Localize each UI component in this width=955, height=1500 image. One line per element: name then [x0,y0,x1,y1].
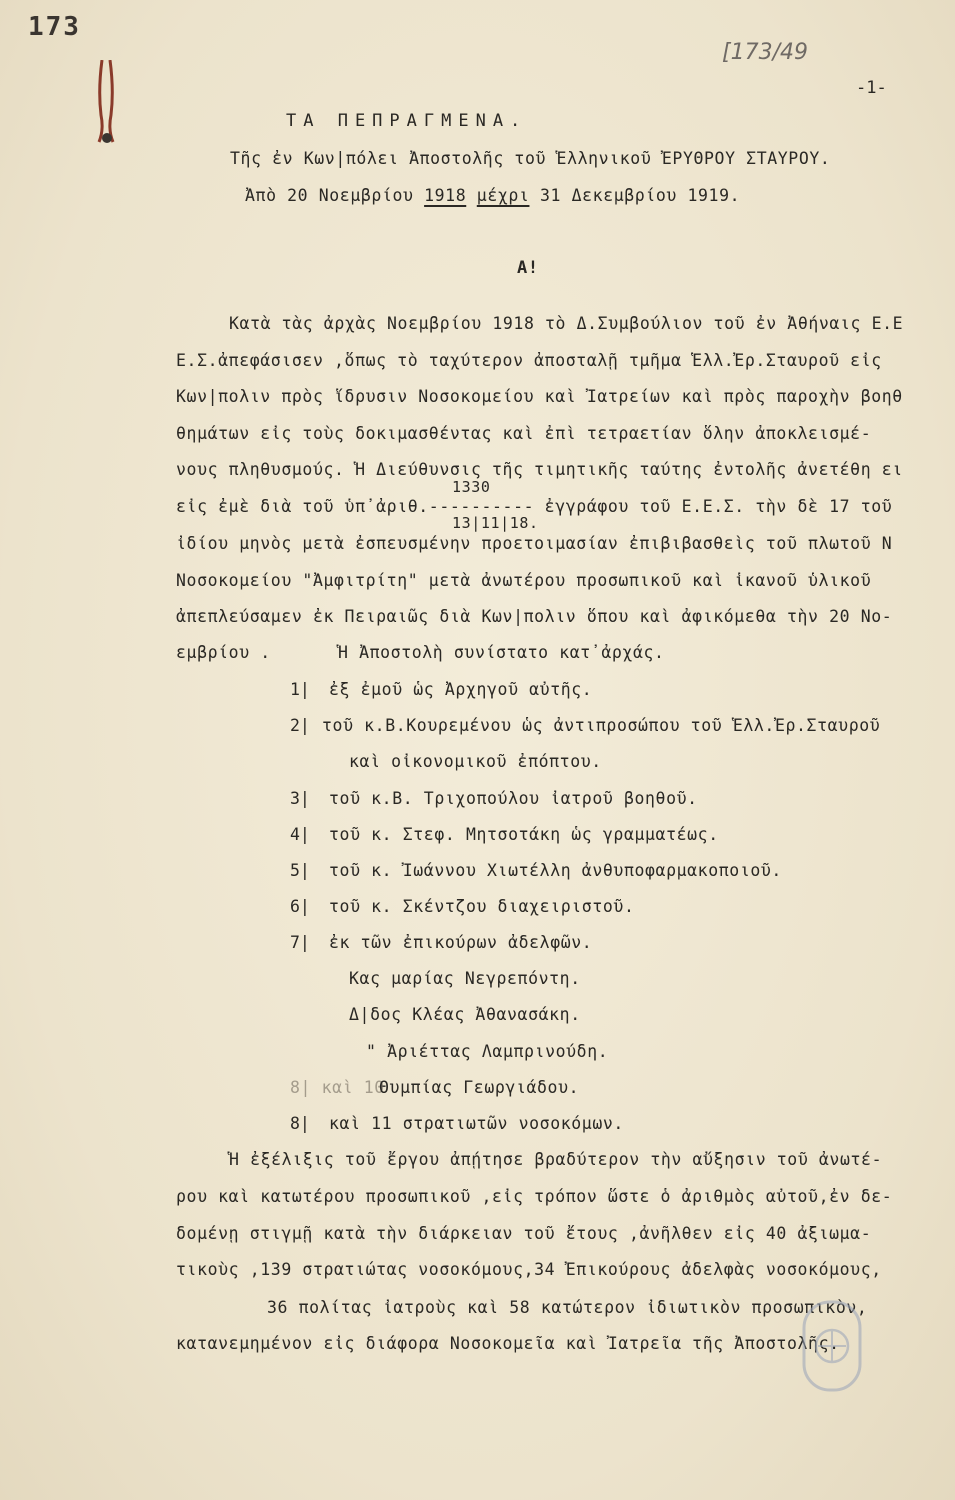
reference-number: 1330 [452,478,491,496]
paragraph1-line: θημάτων εἰς τοὺς δοκιμασθέντας καὶ ἐπὶ τετραετίαν ὅλην ἀποκλεισμέ- [176,424,872,443]
date-range-suffix: 31 Δεκεμβρίου 1919. [540,186,741,205]
section-label: Α! [517,258,539,278]
member-text: ἐκ τῶν ἐπικούρων ἀδελφῶν. [329,933,593,952]
paragraph1-line: ἰδίου μηνὸς μετὰ ἐσπευσμένην προετοιμασίαν ἐπιβιβασθεὶς τοῦ πλωτοῦ Ν [176,534,893,553]
struck-item: 8| καὶ 10 [290,1078,385,1097]
document-title: ΤΑ ΠΕΠΡΑΓΜΕΝΑ. [286,111,528,131]
archive-stamp [800,1298,864,1394]
sister-name: Δ|δος Κλέας Ἀθανασάκη. [349,1005,581,1024]
paragraph2-line: 36 πολίτας ἰατροὺς καὶ 58 κατώτερον ἰδιωτικὸν προσωπικὸν, [267,1298,868,1317]
member-text: τοῦ κ. Σκέντζου διαχειριστοῦ. [329,897,635,916]
date-range-middle: μέχρι [476,186,530,205]
sister-name: Κας μαρίας Νεγρεπόντη. [349,969,581,988]
member-text: τοῦ κ. Ἰωάννου Χιωτέλλη ἀνθυποφαρμακοποιοῦ. [329,861,782,880]
paragraph1-line: Ε.Σ.ἀπεφάσισεν ,ὅπως τὸ ταχύτερον ἀποσταλῇ τμῆμα Ἑλλ.Ἐρ.Σταυροῦ εἰς [176,351,882,370]
line-continuation: εμβρίου . [176,643,271,662]
paragraph1-line: Νοσοκομείου "Ἀμφιτρίτη" μετὰ ἀνωτέρου προσωπικοῦ καὶ ἱκανοῦ ὑλικοῦ [176,571,872,590]
member-text: καὶ οἰκονομικοῦ ἐπόπτου. [349,752,602,771]
paragraph1-line: Κατὰ τὰς ἀρχὰς Νοεμβρίου 1918 τὸ Δ.Συμβούλιον τοῦ ἐν Ἀθήναις Ε.Ε [229,314,904,333]
date-range-prefix: Ἀπὸ 20 Νοεμβρίου [245,186,414,205]
member-number: 4| [290,825,310,844]
member-text: καὶ 11 στρατιωτῶν νοσοκόμων. [329,1114,624,1133]
member-number: 3| [290,789,310,808]
member-number: 6| [290,897,310,916]
binding-ribbon [96,60,118,150]
member-text: ἐξ ἐμοῦ ὡς Ἀρχηγοῦ αὐτῆς. [329,680,593,699]
paragraph2-line: ρου καὶ κατωτέρου προσωπικοῦ ,εἰς τρόπον ὥστε ὁ ἀριθμὸς αὐτοῦ,ἐν δε- [176,1187,893,1206]
member-number: 2| [290,716,310,735]
date-range-year: 1918 [424,186,467,205]
paragraph2-line: Ἡ ἐξέλιξις τοῦ ἔργου ἀπῄτησε βραδύτερον τὴν αὔξησιν τοῦ ἀνωτέ- [229,1150,883,1169]
paragraph1-line: νους πληθυσμούς. Ἡ Διεύθυνσις τῆς τιμητικῆς ταύτης ἐντολῆς ἀνετέθη ει [176,460,903,479]
member-number: 1| [290,680,310,699]
paragraph2-line: κατανεμημένον εἰς διάφορα Νοσοκομεῖα καὶ Ἰατρεῖα τῆς Ἀποστολῆς. [176,1334,840,1353]
paragraph1-line: εἰς ἐμὲ διὰ τοῦ ὑπ᾽ἀριθ.---------- ἐγγράφου τοῦ Ε.Ε.Σ. τὴν δὲ 17 τοῦ [176,497,893,516]
page-number: -1- [856,78,887,98]
document-subtitle: Τῆς ἐν Κων|πόλει Ἀποστολῆς τοῦ Ἑλληνικοῦ ἘΡΥΘΡΟΥ ΣΤΑΥΡΟΥ. [230,149,831,168]
member-number: 8| [290,1114,310,1133]
member-text: τοῦ κ. Στεφ. Μητσοτάκη ὡς γραμματέως. [329,825,719,844]
paragraph2-line: δομένῃ στιγμῇ κατὰ τὴν διάρκειαν τοῦ ἔτους ,ἀνῆλθεν εἰς 40 ἀξιωμα- [176,1224,872,1243]
pencil-reference: [173/49 [722,40,808,65]
paragraph2-line: τικοὺς ,139 στρατιώτας νοσοκόμους,34 Ἐπικούρους ἀδελφὰς νοσοκόμους, [176,1260,882,1279]
sister-name: Θυμπίας Γεωργιάδου. [379,1078,580,1097]
paragraph1-line: Κων|πολιν πρὸς ἵδρυσιν Νοσοκομείου καὶ Ἰατρείων καὶ πρὸς παροχὴν βοηθ [176,387,903,406]
member-number: 5| [290,861,310,880]
reference-date: 13|11|18. [452,514,539,532]
archive-number: 173 [28,12,81,42]
composition-intro: Ἡ Ἀποστολὴ συνίστατο κατ᾽ἀρχάς. [338,643,665,662]
member-text: τοῦ κ.Β.Κουρεμένου ὡς ἀντιπροσώπου τοῦ Ἑλλ.Ἐρ.Σταυροῦ [322,716,881,735]
date-range [245,186,740,205]
paragraph1-line: ἀπεπλεύσαμεν ἐκ Πειραιῶς διὰ Κων|πολιν ὅπου καὶ ἀφικόμεθα τὴν 20 Νο- [176,607,893,626]
member-number: 7| [290,933,310,952]
member-text: τοῦ κ.Β. Τριχοπούλου ἰατροῦ βοηθοῦ. [329,789,698,808]
sister-name: " Ἀριέττας Λαμπρινούδη. [366,1042,609,1061]
